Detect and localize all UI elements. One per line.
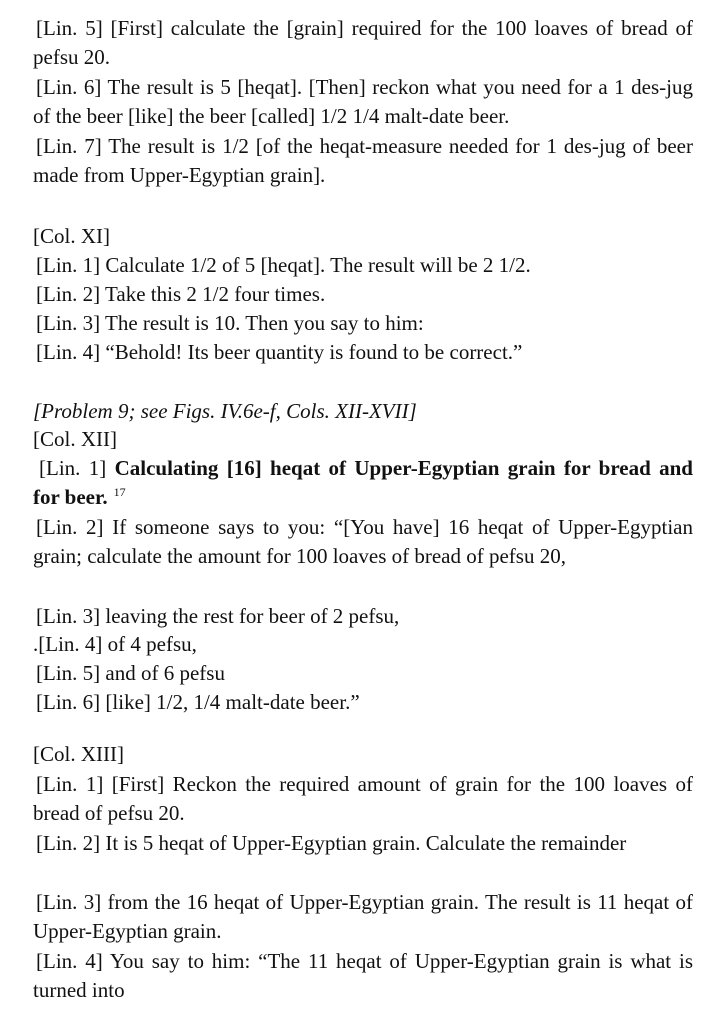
- line-marker: [Lin. 5]: [36, 16, 103, 40]
- line-marker: [Lin. 3]: [36, 604, 101, 628]
- line-text: Take this 2 1/2 four times.: [105, 282, 326, 306]
- line-text: Calculate 1/2 of 5 [heqat]. The result will be 2 1/2.: [105, 253, 531, 277]
- problem-title: Calculating [16] heqat of Upper-Egyptian grain for bread and for beer.: [33, 456, 693, 510]
- footnote-marker: 17: [113, 485, 126, 500]
- paragraph-lin-6: [33, 73, 693, 132]
- paragraph-col13-lin-3: [33, 888, 693, 947]
- line-marker: [Lin. 1]: [39, 456, 107, 480]
- line-text: of 4 pefsu,: [107, 632, 197, 656]
- line-text: If someone says to you: “[You have] 16 heqat of Upper-Egyptian grain; calculate the amount for 100 loaves of bread of pefsu 20,: [33, 515, 693, 569]
- column-heading-xi: [Col. XI]: [33, 224, 110, 248]
- line-text: “Behold! Its beer quantity is found to be correct.”: [105, 340, 523, 364]
- line-marker: [Lin. 6]: [36, 690, 101, 714]
- col12-line-3: [36, 602, 696, 631]
- paragraph-col12-lin-2: [33, 513, 693, 572]
- col12-line-6: [36, 688, 696, 717]
- line-marker: .[Lin. 4]: [33, 632, 103, 656]
- line-text: The result is 5 [heqat]. [Then] reckon what you need for a 1 des-jug of the beer [like] the beer [called] 1/2 1/4 malt-date beer.: [33, 75, 693, 129]
- line-text: The result is 10. Then you say to him:: [105, 311, 424, 335]
- paragraph-lin-5: [33, 14, 693, 73]
- line-marker: [Lin. 6]: [36, 75, 102, 99]
- line-marker: [Lin. 2]: [36, 515, 104, 539]
- line-marker: [Lin. 4]: [36, 949, 103, 973]
- line-marker: [Lin. 3]: [36, 890, 102, 914]
- col12-line-4: [33, 630, 693, 659]
- paragraph-lin-7: [33, 132, 693, 191]
- line-text: [like] 1/2, 1/4 malt-date beer.”: [105, 690, 360, 714]
- line-text: It is 5 heqat of Upper-Egyptian grain. Calculate the remainder: [105, 831, 627, 855]
- line-text: You say to him: “The 11 heqat of Upper-Egyptian grain is what is turned into: [33, 949, 693, 1003]
- line-text: and of 6 pefsu: [105, 661, 225, 685]
- paragraph-col12-lin-1: [33, 454, 693, 513]
- column-heading-xii: [Col. XII]: [33, 427, 117, 451]
- line-text: from the 16 heqat of Upper-Egyptian grain. The result is 11 heqat of Upper-Egyptian grain.: [33, 890, 693, 944]
- col12-line-5: [36, 659, 696, 688]
- line-text: [First] calculate the [grain] required for the 100 loaves of bread of pefsu 20.: [33, 16, 693, 70]
- column-heading-xiii: [Col. XIII]: [33, 742, 124, 766]
- col11-line-3: [36, 309, 696, 338]
- col11-line-2: [36, 280, 696, 309]
- line-text: The result is 1/2 [of the heqat-measure needed for 1 des-jug of beer made from Upper-Egyptian grain].: [33, 134, 693, 188]
- col11-line-1: [36, 251, 696, 280]
- paragraph-col13-lin-1: [33, 770, 693, 829]
- line-text: [First] Reckon the required amount of grain for the 100 loaves of bread of pefsu 20.: [33, 772, 694, 826]
- line-marker: [Lin. 1]: [36, 253, 101, 277]
- line-marker: [Lin. 4]: [36, 340, 101, 364]
- line-marker: [Lin. 5]: [36, 661, 101, 685]
- line-marker: [Lin. 7]: [36, 134, 102, 158]
- col11-line-4: [36, 338, 696, 367]
- line-text: leaving the rest for beer of 2 pefsu,: [105, 604, 400, 628]
- paragraph-col13-lin-4: [33, 947, 693, 1006]
- problem-heading: [Problem 9; see Figs. IV.6e-f, Cols. XII-XVII]: [33, 399, 417, 423]
- line-marker: [Lin. 2]: [36, 831, 101, 855]
- line-marker: [Lin. 1]: [36, 772, 104, 796]
- paragraph-col13-lin-2: [33, 829, 693, 858]
- line-marker: [Lin. 2]: [36, 282, 101, 306]
- line-marker: [Lin. 3]: [36, 311, 101, 335]
